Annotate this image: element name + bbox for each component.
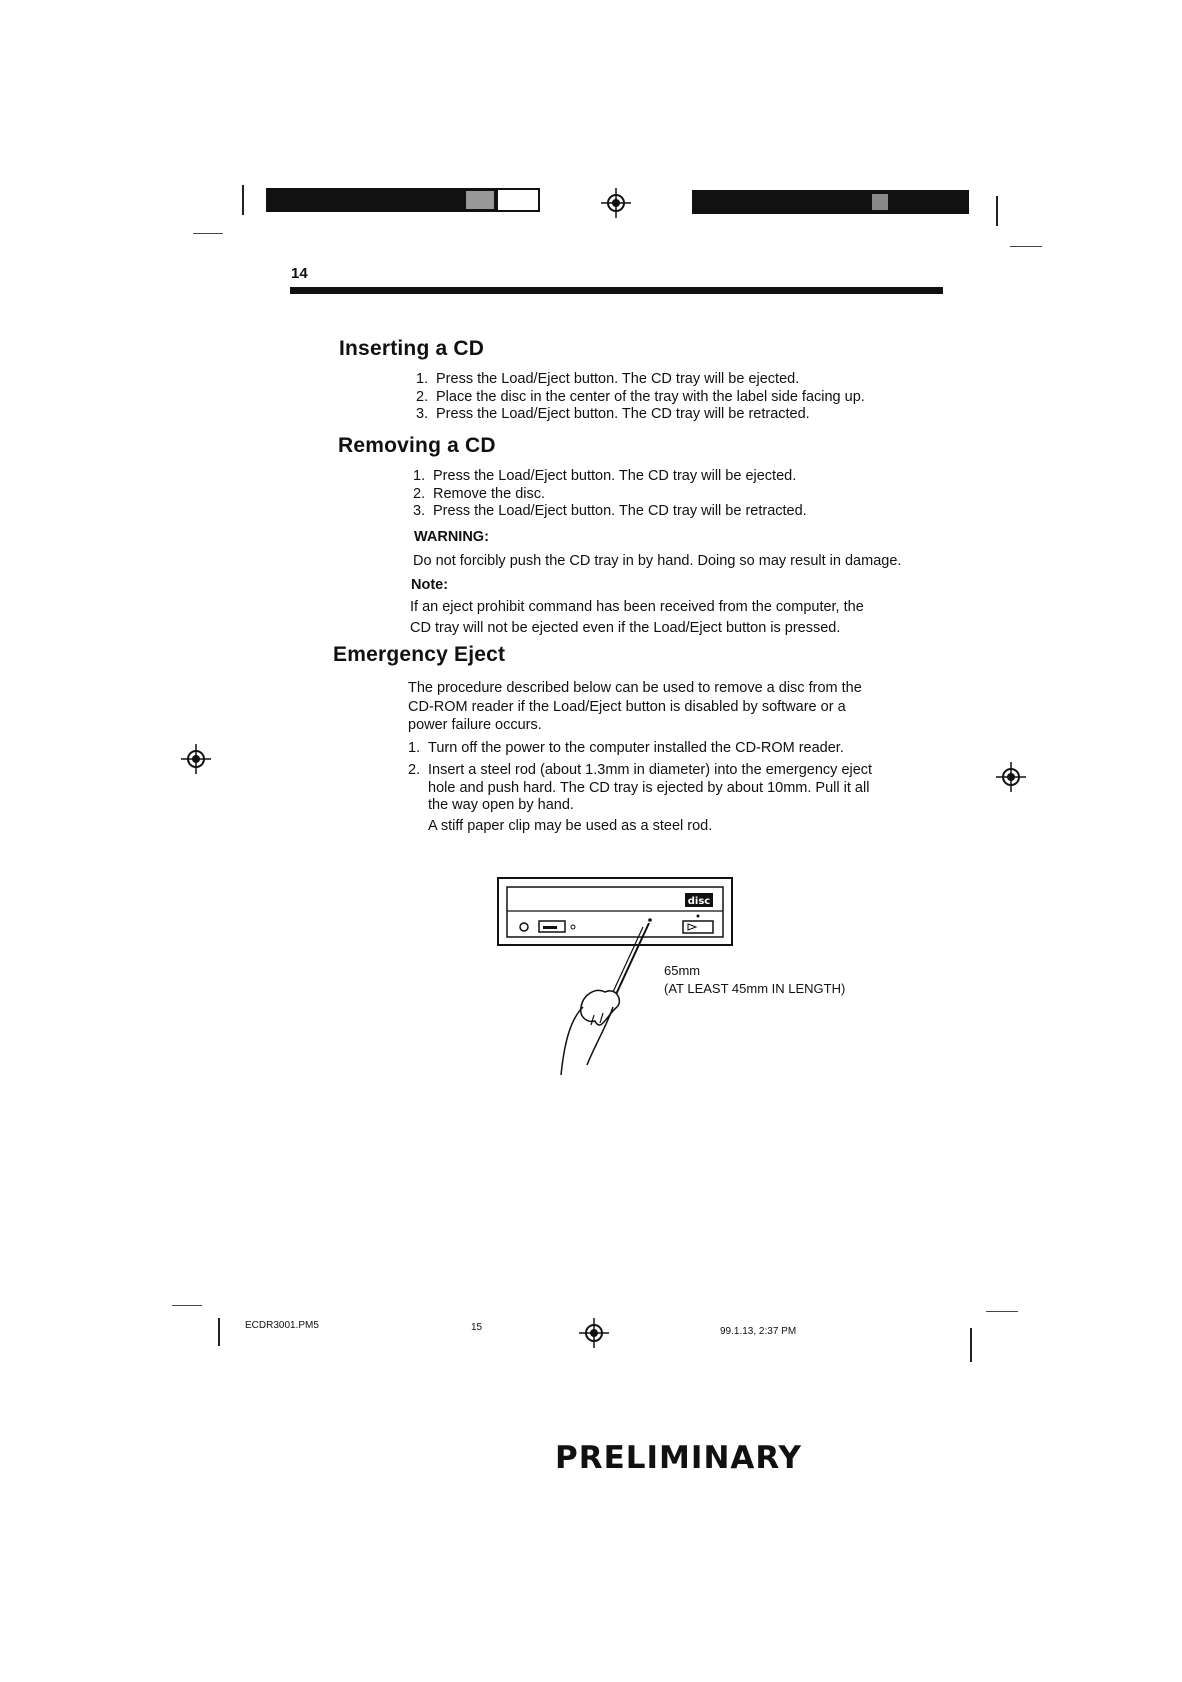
header-rule [290,287,943,294]
hand-icon [581,990,620,1025]
crop-mark-top-left [242,185,244,215]
crop-mark-bottom-right [970,1328,972,1362]
svg-text:disc: disc [687,896,711,907]
printer-color-bar-right [692,190,969,214]
emergency-intro-line2: CD-ROM reader if the Load/Eject button is disabled by software or a [408,699,846,715]
figure-length-note: (AT LEAST 45mm IN LENGTH) [664,981,846,996]
note-text-line2: CD tray will not be ejected even if the Load/Eject button is pressed. [410,620,841,636]
emergency-step2: 2. Insert a steel rod (about 1.3mm in diameter) into the emergency eject hole and push hard. The CD tray is ejected by about 10mm. Pull it all the way open by hand. A stiff paper clip may be used as a steel rod. [408,762,873,834]
crop-mark-top-left-h [193,233,223,234]
footer-sheet-number: 15 [471,1322,483,1333]
emergency-intro-line1: The procedure described below can be used to remove a disc from the [408,680,862,696]
footer-filename: ECDR3001.PM5 [245,1320,319,1331]
crop-mark-bottom-left [218,1318,220,1346]
list-item: 3. Press the Load/Eject button. The CD tray will be retracted. [413,503,807,519]
crop-mark-bottom-left-h [172,1305,202,1306]
registration-mark-top [601,188,631,218]
figure-dimension-label: 65mm [664,963,701,978]
note-label: Note: [411,577,449,593]
cdrom-eject-illustration [495,875,745,1080]
crop-mark-bottom-right-h [986,1311,1018,1312]
list-item: 2. Place the disc in the center of the tray with the label side facing up. [416,388,865,405]
section-title-emergency: Emergency Eject [333,643,506,666]
footer-timestamp: 99.1.13, 2:37 PM [720,1326,797,1337]
registration-mark-left [181,744,211,774]
list-item: 2. Remove the disc. [413,485,546,502]
removing-steps [413,468,807,521]
list-item: 1. Press the Load/Eject button. The CD tray will be ejected. [416,371,800,387]
registration-mark-right [996,762,1026,792]
crop-mark-top-right-h [1010,246,1042,247]
warning-text: Do not forcibly push the CD tray in by hand. Doing so may result in damage. [413,553,902,569]
preliminary-stamp: PRELIMINARY [555,1440,802,1476]
list-item: 1. Press the Load/Eject button. The CD tray will be ejected. [413,468,797,484]
list-item: 3. Press the Load/Eject button. The CD tray will be retracted. [416,406,810,422]
page-number: 14 [291,265,308,282]
warning-label: WARNING: [414,529,489,545]
emergency-eject-hole [648,918,652,922]
printer-color-bar-left [266,188,540,212]
section-title-removing: Removing a CD [338,434,496,457]
inserting-steps [416,371,865,424]
crop-mark-top-right [996,196,998,226]
emergency-intro-line3: power failure occurs. [408,717,542,733]
section-title-inserting: Inserting a CD [339,337,485,360]
emergency-step1: 1. Turn off the power to the computer installed the CD-ROM reader. [408,740,844,756]
note-text-line1: If an eject prohibit command has been received from the computer, the [410,599,864,615]
registration-mark-bottom [579,1318,609,1348]
